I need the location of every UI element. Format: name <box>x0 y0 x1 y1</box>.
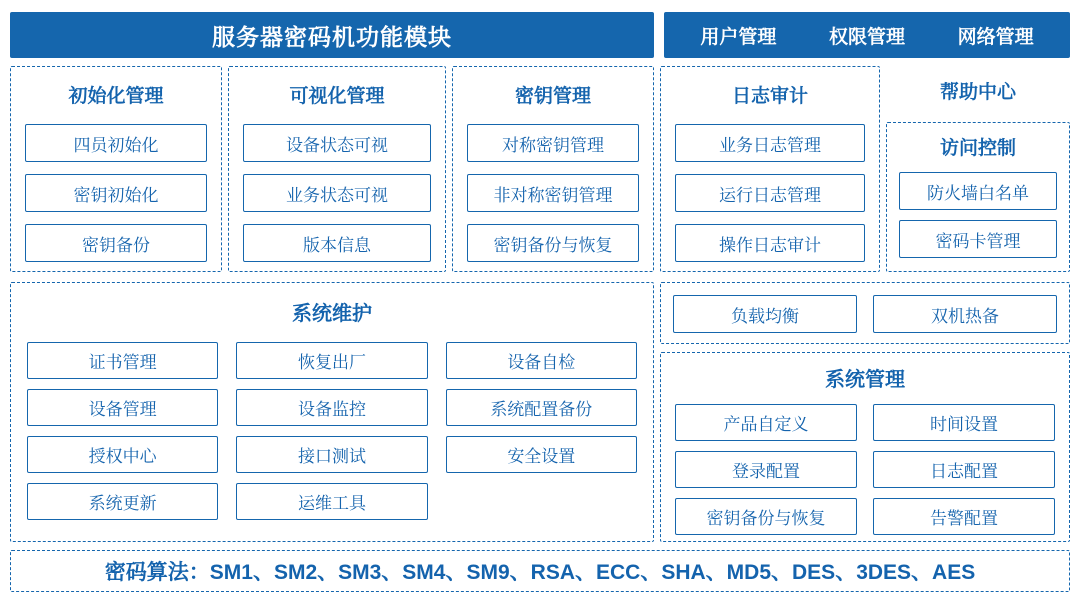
item-ops-tools[interactable]: 运维工具 <box>236 483 427 520</box>
item-alarm-config[interactable]: 告警配置 <box>873 498 1055 535</box>
group-system-maintenance <box>10 282 654 542</box>
item-key-backup-restore[interactable]: 密钥备份与恢复 <box>467 224 639 262</box>
group-title-log-audit: 日志审计 <box>731 86 808 107</box>
top-right-module-bar <box>664 12 1070 58</box>
item-device-self-check[interactable]: 设备自检 <box>446 342 637 379</box>
item-init-four-member[interactable]: 四员初始化 <box>25 124 207 162</box>
group-items-access-control <box>887 172 1069 258</box>
footer-algorithms: 密码算法：SM1、SM2、SM3、SM4、SM9、RSA、ECC、SHA、MD5、DES、3DES、AES <box>10 550 1070 592</box>
item-system-config-backup[interactable]: 系统配置备份 <box>446 389 637 426</box>
group-high-availability <box>660 282 1070 344</box>
item-login-config[interactable]: 登录配置 <box>675 451 857 488</box>
group-title-system-maintenance: 系统维护 <box>292 303 372 325</box>
item-log-config[interactable]: 日志配置 <box>873 451 1055 488</box>
item-authorization-center[interactable]: 授权中心 <box>27 436 218 473</box>
item-system-update[interactable]: 系统更新 <box>27 483 218 520</box>
item-firewall-whitelist[interactable]: 防火墙白名单 <box>899 172 1057 210</box>
item-factory-reset[interactable]: 恢复出厂 <box>236 342 427 379</box>
item-symmetric-key-management[interactable]: 对称密钥管理 <box>467 124 639 162</box>
item-key-backup-restore-sys[interactable]: 密钥备份与恢复 <box>675 498 857 535</box>
group-items-system-management <box>661 392 1069 535</box>
item-crypto-card-management[interactable]: 密码卡管理 <box>899 220 1057 258</box>
item-init-key[interactable]: 密钥初始化 <box>25 174 207 212</box>
group-key-management <box>452 66 654 272</box>
item-product-customization[interactable]: 产品自定义 <box>675 404 857 441</box>
item-business-log-management[interactable]: 业务日志管理 <box>675 124 865 162</box>
item-version-info[interactable]: 版本信息 <box>243 224 431 262</box>
group-items-system-maintenance <box>11 326 653 520</box>
item-operation-log-audit[interactable]: 操作日志审计 <box>675 224 865 262</box>
item-device-status-visual[interactable]: 设备状态可视 <box>243 124 431 162</box>
group-title-access-control: 访问控制 <box>939 138 1016 159</box>
item-security-settings[interactable]: 安全设置 <box>446 436 637 473</box>
item-device-management[interactable]: 设备管理 <box>27 389 218 426</box>
group-items-visualization <box>229 124 445 262</box>
group-system-management <box>660 352 1070 542</box>
group-items-key-management <box>453 124 653 262</box>
item-dual-machine-hot-standby[interactable]: 双机热备 <box>873 295 1057 333</box>
group-items-log-audit <box>661 124 879 262</box>
top-right-item-user-management[interactable]: 用户管理 <box>700 26 777 48</box>
group-title-system-management: 系统管理 <box>825 369 905 391</box>
item-asymmetric-key-management[interactable]: 非对称密钥管理 <box>467 174 639 212</box>
item-load-balancing[interactable]: 负载均衡 <box>673 295 857 333</box>
group-initialization-management <box>10 66 222 272</box>
item-runtime-log-management[interactable]: 运行日志管理 <box>675 174 865 212</box>
top-right-item-permission-management[interactable]: 权限管理 <box>828 26 905 48</box>
page-title: 服务器密码机功能模块 <box>10 12 654 58</box>
group-access-control <box>886 122 1070 272</box>
item-init-key-backup[interactable]: 密钥备份 <box>25 224 207 262</box>
group-log-audit <box>660 66 880 272</box>
item-device-monitoring[interactable]: 设备监控 <box>236 389 427 426</box>
group-title-key-management: 密钥管理 <box>514 86 591 107</box>
group-visualization-management <box>228 66 446 272</box>
group-items-initialization <box>11 124 221 262</box>
item-business-status-visual[interactable]: 业务状态可视 <box>243 174 431 212</box>
group-title-initialization: 初始化管理 <box>68 86 164 107</box>
item-certificate-management[interactable]: 证书管理 <box>27 342 218 379</box>
item-interface-test[interactable]: 接口测试 <box>236 436 427 473</box>
group-title-visualization: 可视化管理 <box>289 86 385 107</box>
item-time-settings[interactable]: 时间设置 <box>873 404 1055 441</box>
top-right-item-network-management[interactable]: 网络管理 <box>957 26 1034 48</box>
group-title-help-center[interactable]: 帮助中心 <box>939 81 1016 103</box>
